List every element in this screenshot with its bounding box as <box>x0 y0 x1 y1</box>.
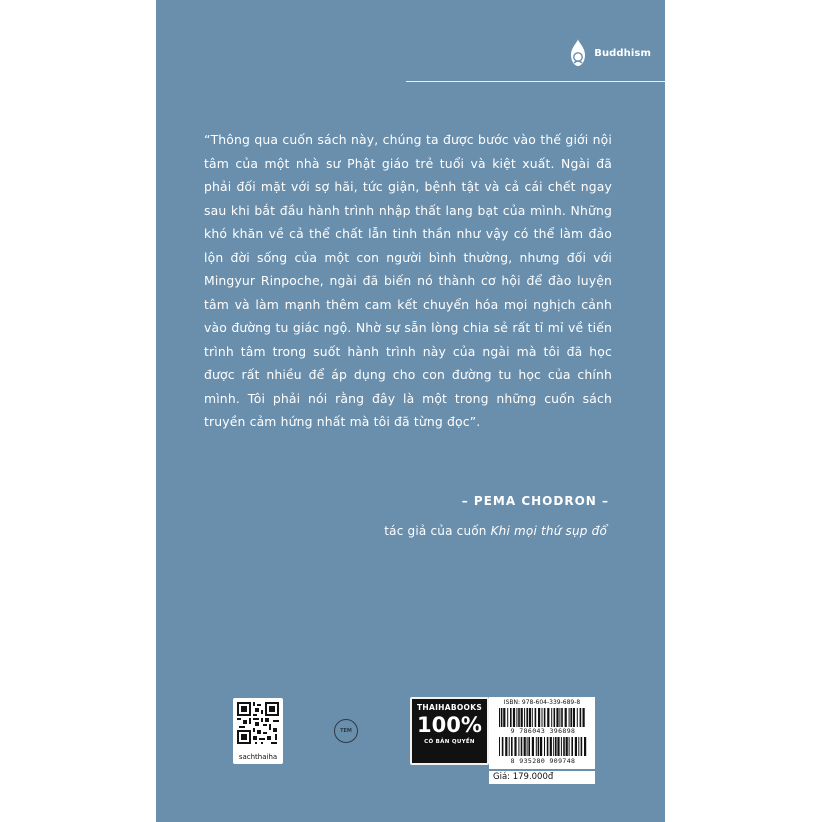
badge-percent: 100% <box>417 713 482 737</box>
series-label: Buddhism <box>594 47 651 59</box>
isbn-label: ISBN: 978-604-339-689-8 <box>503 699 581 706</box>
badge-brand: THAIHABOOKS <box>416 703 483 712</box>
series-brand <box>568 38 651 68</box>
isbn-barcode-icon <box>499 708 587 727</box>
badge-subtitle: CÓ BẢN QUYỀN <box>424 739 475 745</box>
isbn-number: 9 786043 396898 <box>510 727 576 735</box>
qr-label: sachthaiha <box>238 753 278 761</box>
ean-barcode-icon <box>499 737 587 756</box>
author-book-title: Khi mọi thứ sụp đổ <box>490 524 607 538</box>
header-divider <box>406 81 665 82</box>
price-label: Giá: 179.000đ <box>489 771 595 784</box>
barcode-panel <box>489 697 595 769</box>
quote-author: – PEMA CHODRON – <box>461 494 609 508</box>
bodhi-leaf-icon <box>568 38 588 68</box>
qr-code-icon <box>237 702 279 744</box>
author-note-prefix: tác giả của cuốn <box>384 524 491 538</box>
qr-code-card[interactable] <box>233 698 283 764</box>
back-cover <box>156 0 665 822</box>
copyright-badge <box>410 697 489 765</box>
endorsement-quote: “Thông qua cuốn sách này, chúng ta được bước vào thế giới nội tâm của một nhà sư Phật giáo trẻ tuổi và kiệt xuất. Ngài đã phải đối mặt với sợ hãi, tức giận, bệnh tật và cả cái chết ngay sau khi bắt đầu hành trình nhập thất lang bạt của mình. Những khó khăn về cả thể chất lẫn tinh thần như vậy có thể làm đảo lộn đời sống của một con người bình thường, nhưng đối với Mingyur Rinpoche, ngài đã biến nó thành cơ hội để đào luyện tâm và làm mạnh thêm cam kết chuyển hóa mọi nghịch cảnh vào đường tu giác ngộ. Nhờ sự sẵn lòng chia sẻ rất tỉ mỉ về tiến trình tâm trong suốt hành trình này của ngài mà tôi đã học được rất nhiều để áp dụng cho con đường tu học của chính mình. Tôi phải nói rằng đây là một trong những cuốn sách truyền cảm hứng nhất mà tôi đã từng đọc”. <box>204 132 612 429</box>
author-note <box>156 524 607 538</box>
ean-number: 8 935280 909748 <box>510 757 576 765</box>
stamp-seal: TEM <box>334 719 358 743</box>
